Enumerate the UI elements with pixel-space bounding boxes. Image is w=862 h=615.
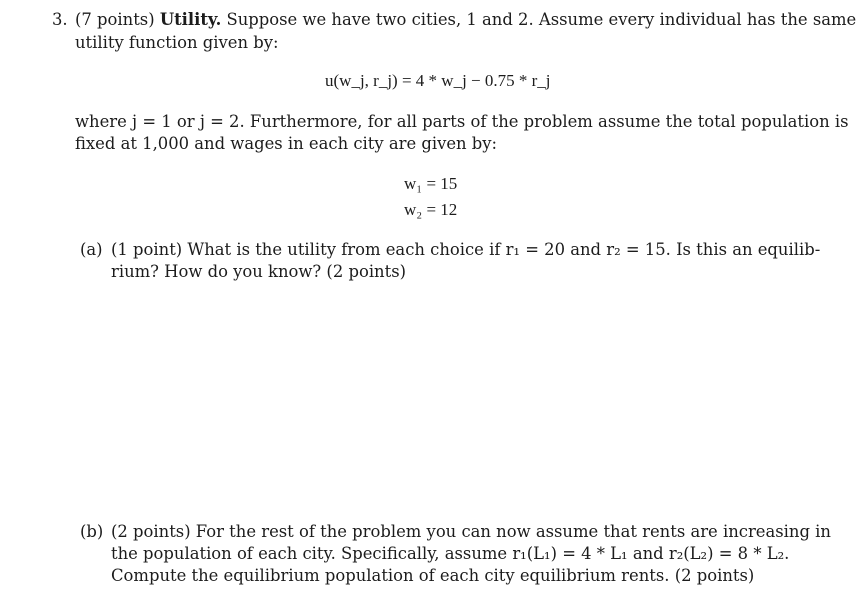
problem-header (75, 10, 856, 29)
problem-points: (7 points) (75, 10, 155, 29)
part-a-line-1: (1 point) What is the utility from each choice if r₁ = 20 and r₂ = 15. Is this an equilib- (111, 240, 821, 259)
wage-equation-2: w₂ = 12 (404, 200, 458, 219)
where-line-1: where j = 1 or j = 2. Furthermore, for all parts of the problem assume the total population is (75, 112, 849, 131)
problem-number: 3. (52, 10, 68, 29)
wage-equation-1: w₁ = 15 (404, 174, 458, 193)
problem-title: Utility. (159, 10, 222, 29)
part-a-label: (a) (80, 240, 103, 259)
utility-equation: u(w_j, r_j) = 4 * w_j − 0.75 * r_j (325, 71, 551, 90)
where-line-2: fixed at 1,000 and wages in each city are given by: (75, 134, 498, 153)
problem-intro-line2: utility function given by: (75, 33, 279, 52)
part-b-line-1: (2 points) For the rest of the problem you can now assume that rents are increasing in (111, 522, 831, 541)
problem-intro: Suppose we have two cities, 1 and 2. Assume every individual has the same (226, 10, 857, 29)
part-a-line-2: rium? How do you know? (2 points) (111, 262, 407, 281)
part-b-line-2: the population of each city. Specifically, assume r₁(L₁) = 4 * L₁ and r₂(L₂) = 8 * L₂. (111, 544, 790, 563)
part-b-line-3: Compute the equilibrium population of each city equilibrium rents. (2 points) (111, 566, 755, 585)
part-b-label: (b) (80, 522, 104, 541)
